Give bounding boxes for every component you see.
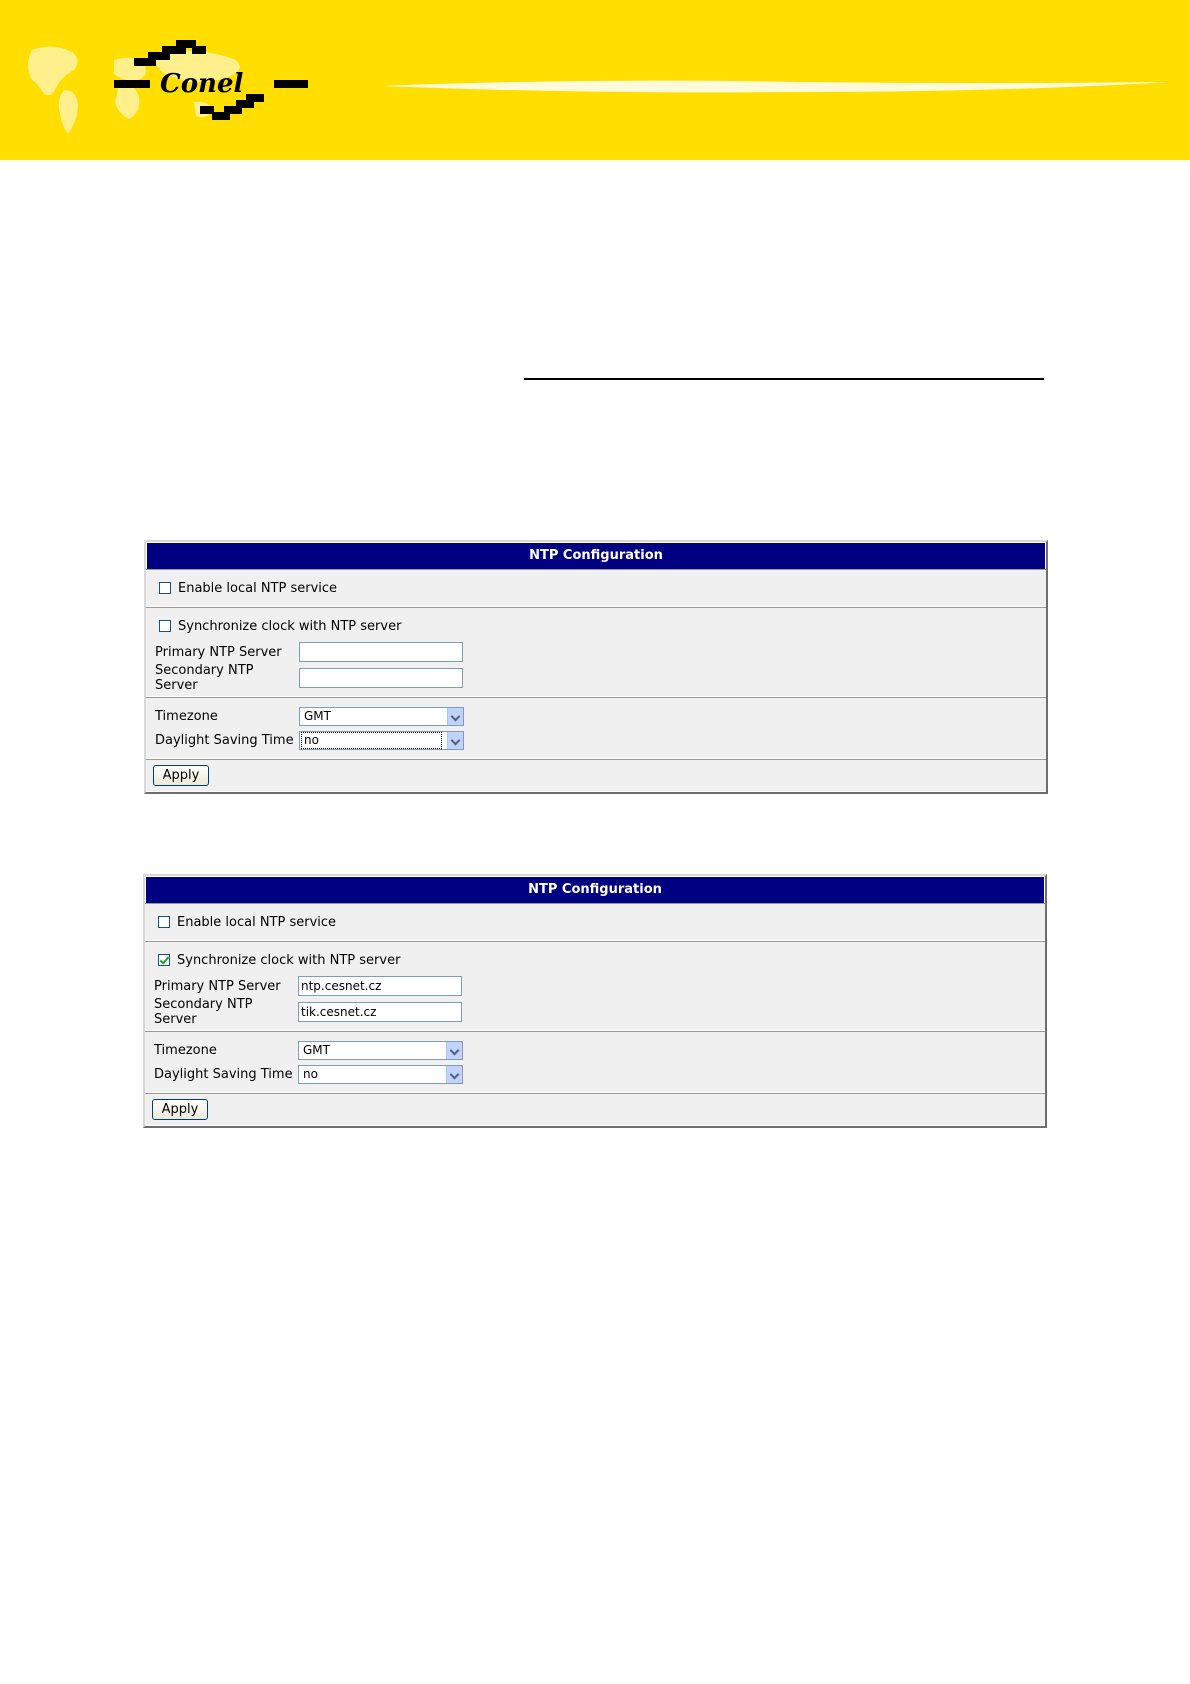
ntp-configuration-panel-1 — [144, 540, 1048, 794]
panel-title: NTP Configuration — [145, 876, 1045, 903]
world-map-logo-icon — [24, 40, 334, 135]
enable-local-ntp-label: Enable local NTP service — [177, 914, 337, 930]
dst-select[interactable] — [298, 1065, 463, 1084]
secondary-ntp-label: Secondary NTP Server — [155, 663, 254, 693]
horizontal-divider — [524, 378, 1044, 380]
primary-ntp-input[interactable]: ntp.cesnet.cz — [298, 976, 462, 996]
timezone-value: GMT — [303, 1042, 330, 1057]
brand-logo-text: Conel — [160, 69, 244, 99]
timezone-select[interactable] — [299, 707, 464, 726]
chevron-down-icon[interactable] — [447, 732, 463, 749]
time-section — [146, 697, 1046, 759]
page-header — [0, 0, 1190, 160]
apply-button[interactable]: Apply — [152, 1099, 208, 1120]
panel-title: NTP Configuration — [146, 542, 1046, 569]
sync-ntp-label: Synchronize clock with NTP server — [178, 618, 402, 634]
chevron-down-icon[interactable] — [447, 708, 463, 725]
ntp-sync-section — [146, 607, 1046, 697]
dst-label: Daylight Saving Time — [155, 732, 294, 748]
timezone-label: Timezone — [155, 708, 218, 724]
timezone-select[interactable] — [298, 1041, 463, 1060]
primary-ntp-label: Primary NTP Server — [154, 978, 281, 994]
sync-ntp-checkbox-checked[interactable] — [158, 954, 170, 966]
time-section — [145, 1031, 1045, 1093]
dst-select[interactable] — [299, 731, 464, 750]
apply-button[interactable]: Apply — [153, 765, 209, 786]
primary-ntp-label: Primary NTP Server — [155, 644, 282, 660]
ntp-sync-section — [145, 941, 1045, 1031]
chevron-down-icon[interactable] — [446, 1066, 462, 1083]
dst-value: no — [301, 732, 442, 749]
apply-section — [146, 759, 1046, 792]
enable-local-ntp-checkbox[interactable] — [159, 582, 171, 594]
secondary-ntp-input[interactable] — [299, 668, 463, 688]
local-ntp-section — [146, 569, 1046, 607]
header-swoosh-icon — [380, 72, 1170, 100]
sync-ntp-checkbox[interactable] — [159, 620, 171, 632]
primary-ntp-input[interactable] — [299, 642, 463, 662]
enable-local-ntp-checkbox[interactable] — [158, 916, 170, 928]
local-ntp-section — [145, 903, 1045, 941]
timezone-label: Timezone — [154, 1042, 217, 1058]
ntp-configuration-panel-2 — [143, 874, 1047, 1128]
secondary-ntp-input[interactable]: tik.cesnet.cz — [298, 1002, 462, 1022]
chevron-down-icon[interactable] — [446, 1042, 462, 1059]
dst-label: Daylight Saving Time — [154, 1066, 293, 1082]
timezone-value: GMT — [304, 708, 331, 723]
secondary-ntp-label: Secondary NTP Server — [154, 997, 253, 1027]
apply-section — [145, 1093, 1045, 1126]
enable-local-ntp-label: Enable local NTP service — [178, 580, 338, 596]
dst-value: no — [303, 1066, 318, 1081]
sync-ntp-label: Synchronize clock with NTP server — [177, 952, 401, 968]
